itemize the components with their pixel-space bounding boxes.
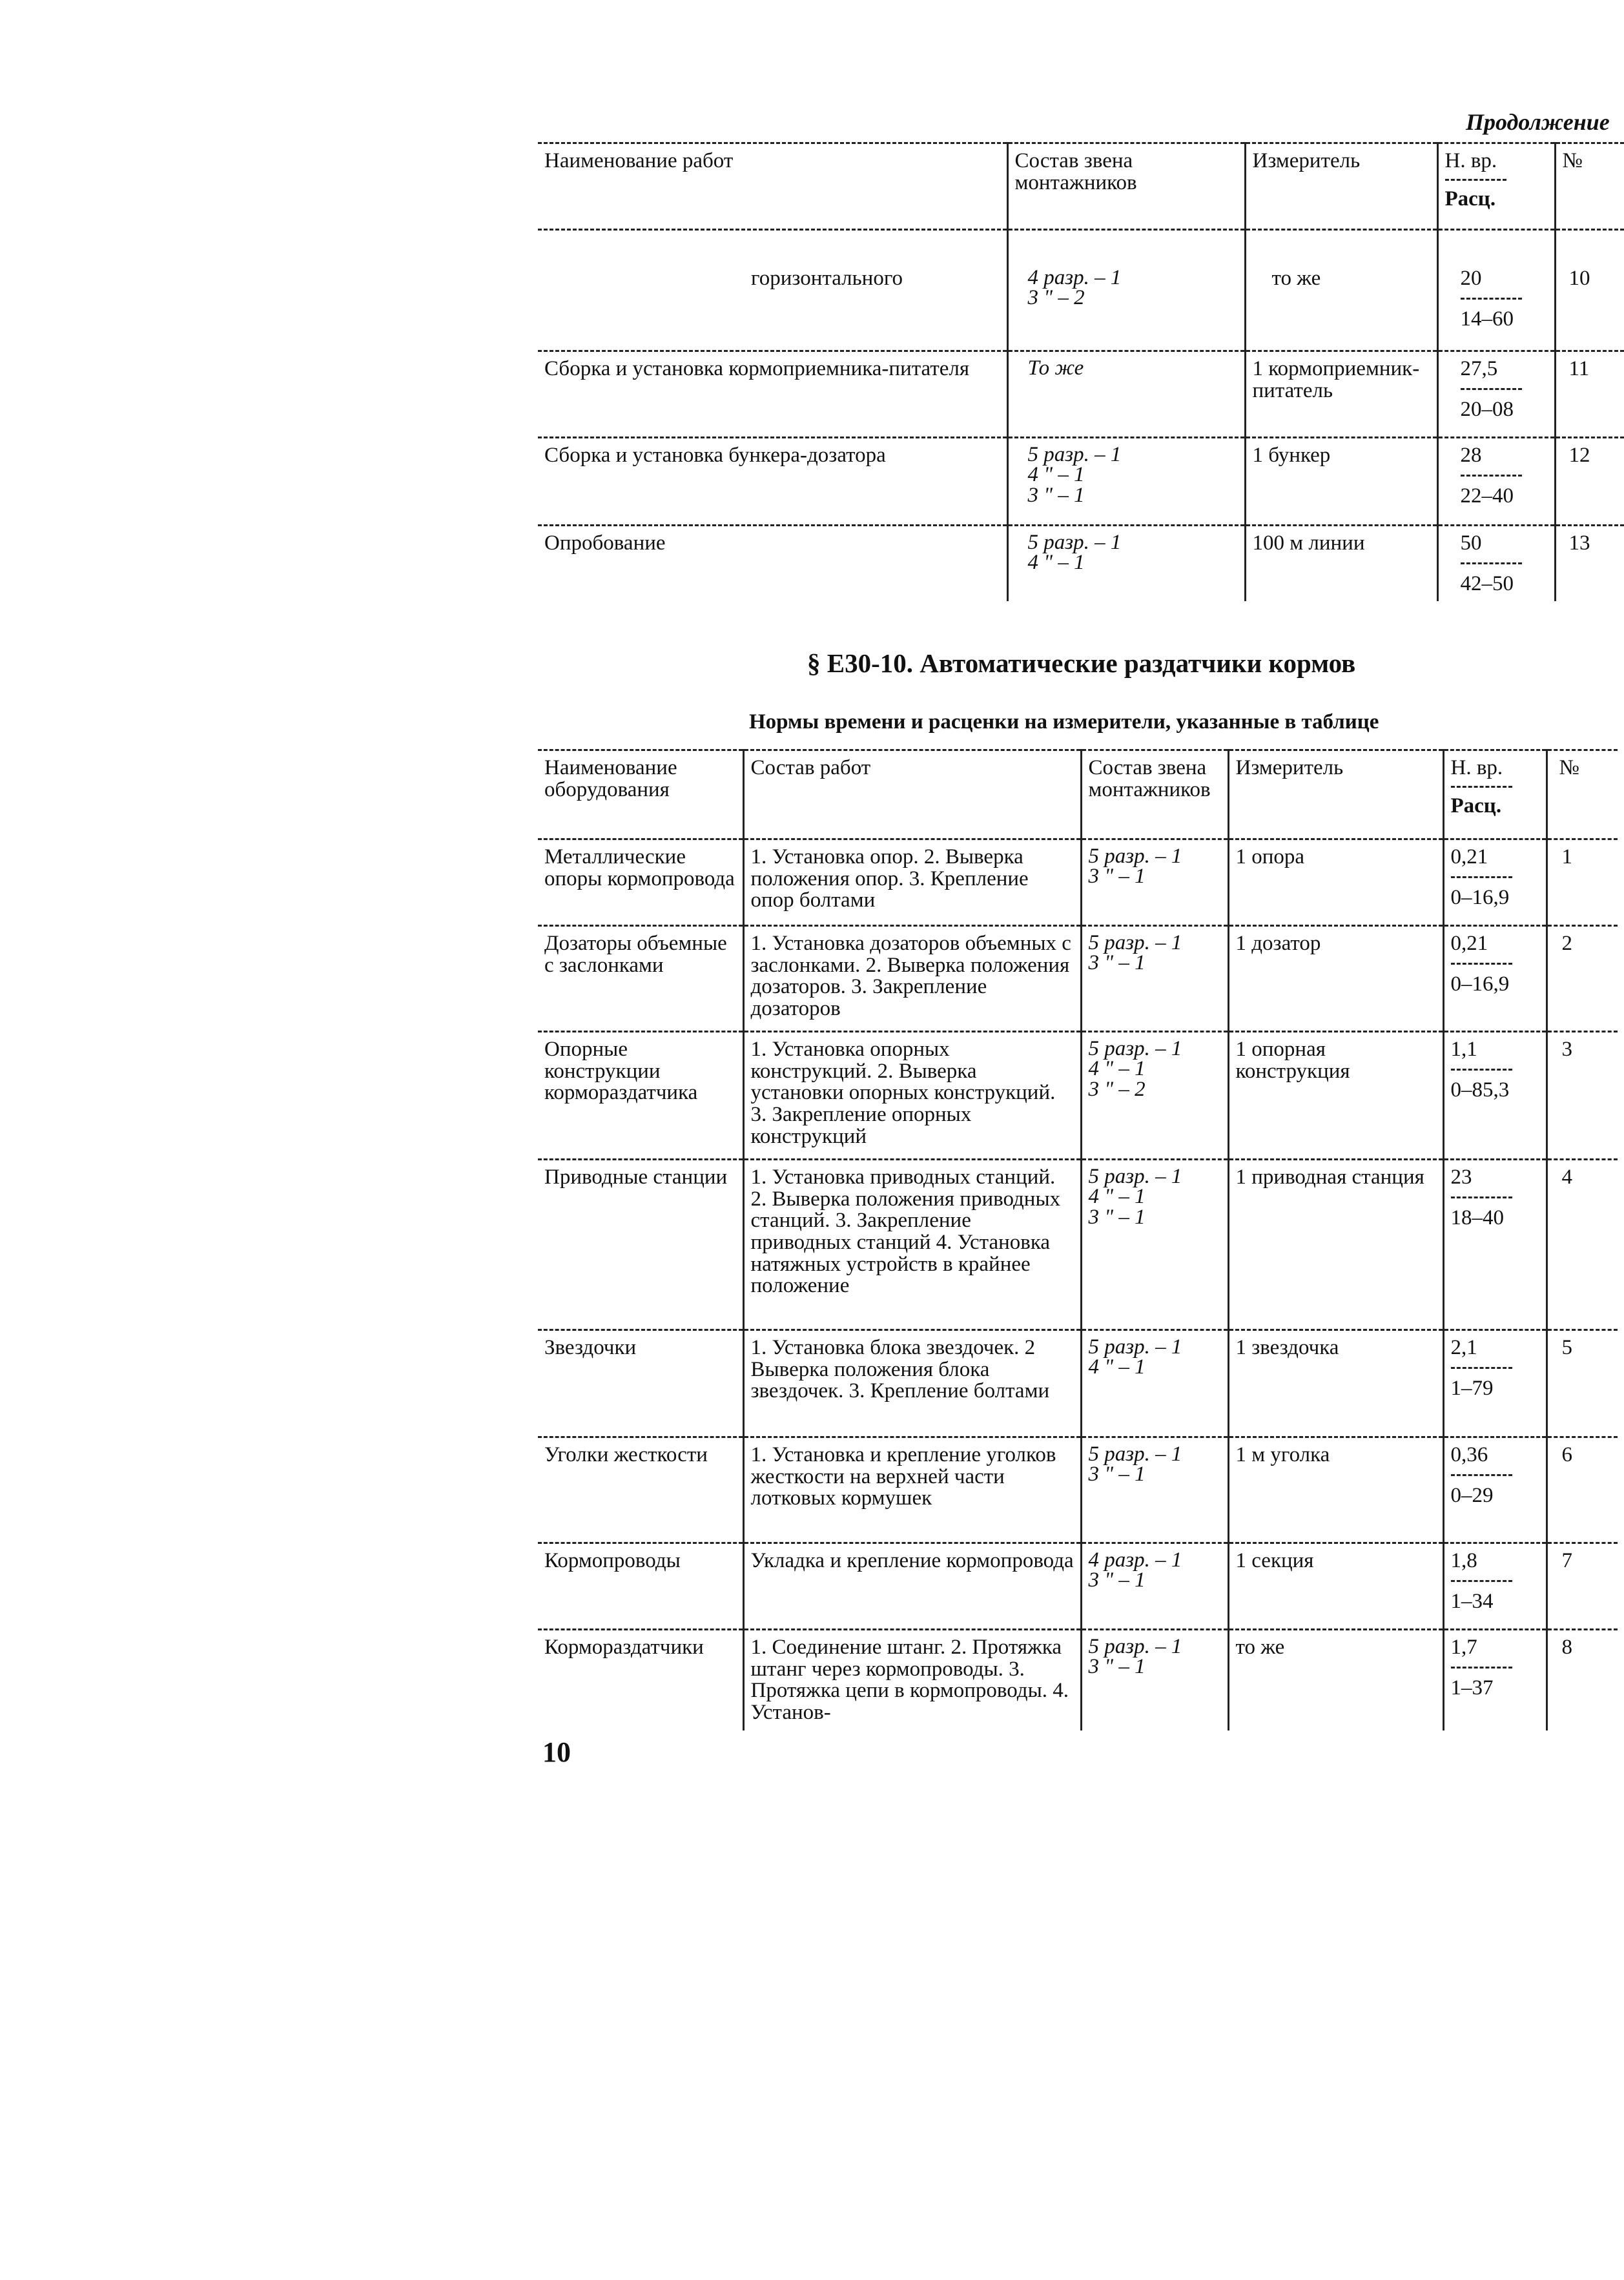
table-row <box>538 1032 1618 1160</box>
price-value: 18–40 <box>1450 1206 1504 1229</box>
table-row <box>538 1543 1618 1630</box>
row-num: 7 <box>1547 1543 1618 1630</box>
row-num: 13 <box>1555 526 1624 602</box>
crew-line: 4 разр. – 1 <box>1027 266 1122 289</box>
row-crew <box>1007 351 1245 438</box>
fraction-rule <box>1445 179 1506 181</box>
fraction-rule <box>1451 1196 1512 1198</box>
row-works: 1. Установка опорных конструкций. 2. Выверка установки опорных конструкций. 3. Закрепление опорных конструкций <box>743 1032 1081 1160</box>
table-subtitle: Нормы времени и расценки на измерители, указанные в таблице <box>749 710 1379 734</box>
norm-value: 1,7 <box>1450 1636 1477 1659</box>
row-norm <box>1437 230 1555 351</box>
norm-value: 20 <box>1460 267 1482 290</box>
row-unit: 1 звездочка <box>1228 1330 1443 1437</box>
crew-line: 3 " – 2 <box>1027 286 1085 310</box>
fraction-rule <box>1451 1069 1512 1071</box>
row-equipment: Кормораздатчики <box>544 1636 704 1659</box>
crew-line: 5 разр. – 1 <box>1088 1165 1182 1188</box>
main-table <box>538 749 1618 1731</box>
fraction-rule <box>1461 298 1522 300</box>
price-value: 1–37 <box>1450 1676 1494 1700</box>
crew-line: То же <box>1027 356 1084 380</box>
row-crew <box>1081 1543 1228 1630</box>
norm-value: 1,8 <box>1450 1549 1477 1572</box>
header-works: Состав работ <box>743 750 1081 839</box>
crew-line: 3 " – 1 <box>1088 1655 1146 1679</box>
header-num: № <box>1555 143 1624 230</box>
header-norm <box>1437 143 1555 230</box>
row-crew <box>1081 1032 1228 1160</box>
row-works: 1. Установка опор. 2. Выверка положения опор. 3. Крепление опор болтами <box>743 839 1081 926</box>
row-crew <box>1081 926 1228 1032</box>
row-works: 1. Установка и крепление уголков жесткости на верхней части лотковых кормушек <box>743 1437 1081 1543</box>
row-equipment: Уголки жесткости <box>538 1437 743 1543</box>
fraction-rule <box>1451 1667 1512 1669</box>
row-equipment: Кормопроводы <box>538 1543 743 1630</box>
crew-line: 3 " – 2 <box>1088 1077 1146 1101</box>
fraction-rule <box>1451 1580 1512 1582</box>
norm-value: 0,36 <box>1450 1443 1488 1466</box>
crew-line: 4 " – 1 <box>1088 1185 1146 1209</box>
header-norm-top: Н. вр. <box>1444 149 1497 172</box>
crew-line: 5 разр. – 1 <box>1027 531 1122 554</box>
row-crew <box>1081 1160 1228 1330</box>
fraction-rule <box>1451 786 1512 788</box>
header-norm-bottom: Расц. <box>1450 794 1502 817</box>
row-unit: 1 м уголка <box>1228 1437 1443 1543</box>
row-crew <box>1081 839 1228 926</box>
continuation-label: Продолжение <box>1466 109 1610 135</box>
norm-value: 2,1 <box>1450 1336 1477 1359</box>
row-num: 1 <box>1547 839 1618 926</box>
row-name: Сборка и установка бункера-дозатора <box>538 438 1007 526</box>
price-value: 0–16,9 <box>1450 972 1510 996</box>
row-equipment: Металлические опоры кормопровода <box>538 839 743 926</box>
row-unit: 1 секция <box>1228 1543 1443 1630</box>
row-num: 6 <box>1547 1437 1618 1543</box>
row-num: 8 <box>1547 1630 1618 1731</box>
fraction-rule <box>1461 475 1522 477</box>
crew-line: 4 " – 1 <box>1088 1057 1146 1081</box>
row-norm <box>1437 526 1555 602</box>
row-equipment: Опорные конструкции кормораздатчика <box>538 1032 743 1160</box>
row-norm <box>1443 1032 1547 1160</box>
norm-value: 28 <box>1460 444 1482 467</box>
fraction-rule <box>1451 1367 1512 1369</box>
table-row <box>538 1437 1618 1543</box>
row-name: Сборка и установка кормоприемника-питателя <box>538 351 1007 438</box>
row-unit: 1 опорная конструкция <box>1228 1032 1443 1160</box>
fraction-rule <box>1461 562 1522 564</box>
norm-value: 0,21 <box>1450 845 1488 868</box>
row-crew <box>1007 438 1245 526</box>
price-value: 0–16,9 <box>1450 885 1510 909</box>
row-unit: 1 бункер <box>1245 438 1437 526</box>
row-unit: то же <box>1245 230 1437 351</box>
row-num: 11 <box>1555 351 1624 438</box>
row-norm <box>1443 1543 1547 1630</box>
header-equipment: Наименование оборудования <box>538 750 743 839</box>
row-unit: 1 дозатор <box>1228 926 1443 1032</box>
fraction-rule <box>1451 1474 1512 1476</box>
table-row <box>538 351 1624 438</box>
row-works: 1. Соединение штанг. 2. Протяжка штанг через кормопроводы. 3. Протяжка цепи в кормопроводы. 4. Установ- <box>743 1630 1081 1731</box>
header-crew: Состав звена монтажников <box>1007 143 1245 230</box>
row-norm <box>1443 839 1547 926</box>
crew-line: 4 разр. – 1 <box>1088 1548 1182 1572</box>
row-unit: 100 м линии <box>1245 526 1437 602</box>
row-num: 4 <box>1547 1160 1618 1330</box>
row-norm <box>1443 1630 1547 1731</box>
row-unit: 1 опора <box>1228 839 1443 926</box>
crew-line: 5 разр. – 1 <box>1088 845 1182 868</box>
norm-value: 50 <box>1460 531 1482 555</box>
row-norm <box>1443 1437 1547 1543</box>
norm-value: 1,1 <box>1450 1038 1477 1061</box>
section-title: § Е30-10. Автоматические раздатчики кормов <box>807 648 1356 678</box>
row-equipment: Звездочки <box>538 1330 743 1437</box>
row-norm <box>1437 351 1555 438</box>
row-crew <box>1007 526 1245 602</box>
norm-value: 27,5 <box>1460 357 1498 380</box>
header-norm-top: Н. вр. <box>1450 756 1503 779</box>
price-value: 22–40 <box>1460 484 1514 508</box>
header-norm <box>1443 750 1547 839</box>
row-num: 10 <box>1555 230 1624 351</box>
row-name: горизонтального <box>538 230 1007 351</box>
crew-line: 5 разр. – 1 <box>1088 931 1182 954</box>
row-crew <box>1081 1437 1228 1543</box>
crew-line: 3 " – 1 <box>1027 483 1085 507</box>
page-number: 10 <box>542 1736 571 1768</box>
row-num: 12 <box>1555 438 1624 526</box>
row-norm <box>1437 438 1555 526</box>
price-value: 42–50 <box>1460 571 1514 595</box>
header-name: Наименование работ <box>538 143 1007 230</box>
table-row <box>538 438 1624 526</box>
table-row <box>538 1330 1618 1437</box>
header-norm-bottom: Расц. <box>1444 187 1496 211</box>
price-value: 0–85,3 <box>1450 1078 1510 1102</box>
fraction-rule <box>1451 963 1512 965</box>
price-value: 1–79 <box>1450 1376 1494 1400</box>
header-num: № <box>1547 750 1618 839</box>
crew-line: 5 разр. – 1 <box>1088 1635 1182 1658</box>
crew-line: 5 разр. – 1 <box>1088 1443 1182 1466</box>
row-unit: 1 приводная станция <box>1228 1160 1443 1330</box>
row-works: 1. Установка блока звездочек. 2 Выверка положения блока звездочек. 3. Крепление болтами <box>743 1330 1081 1437</box>
crew-line: 3 " – 1 <box>1088 865 1146 888</box>
row-works: Укладка и крепление кормопровода <box>743 1543 1081 1630</box>
row-unit: то же <box>1228 1630 1443 1731</box>
row-norm <box>1443 926 1547 1032</box>
table-row <box>538 839 1618 926</box>
price-value: 1–34 <box>1450 1589 1494 1613</box>
fraction-rule <box>1451 876 1512 878</box>
crew-line: 4 " – 1 <box>1027 463 1085 487</box>
row-equipment: Дозаторы объемные с заслонками <box>538 926 743 1032</box>
row-works: 1. Установка дозаторов объемных с заслонками. 2. Выверка положения дозаторов. 3. Закрепление дозаторов <box>743 926 1081 1032</box>
header-crew: Состав звена монтажников <box>1081 750 1228 839</box>
crew-line: 5 разр. – 1 <box>1088 1335 1182 1359</box>
row-crew <box>1007 230 1245 351</box>
row-num: 5 <box>1547 1330 1618 1437</box>
top-table <box>538 142 1624 601</box>
price-value: 20–08 <box>1460 397 1514 421</box>
norm-value: 23 <box>1450 1166 1472 1189</box>
fraction-rule <box>1461 388 1522 390</box>
crew-line: 4 " – 1 <box>1088 1355 1146 1379</box>
norm-value: 0,21 <box>1450 932 1488 955</box>
crew-line: 5 разр. – 1 <box>1088 1037 1182 1060</box>
price-value: 0–29 <box>1450 1483 1494 1507</box>
row-works: 1. Установка приводных станций. 2. Выверка положения приводных станций. 3. Закрепление приводных станций 4. Установка натяжных устройств в крайнее положение <box>743 1160 1081 1330</box>
table-row <box>538 1630 1618 1731</box>
crew-line: 3 " – 1 <box>1088 1568 1146 1592</box>
header-unit: Измеритель <box>1245 143 1437 230</box>
crew-line: 3 " – 1 <box>1088 951 1146 975</box>
row-norm <box>1443 1160 1547 1330</box>
header-unit: Измеритель <box>1228 750 1443 839</box>
row-name: Опробование <box>544 531 666 555</box>
price-value: 14–60 <box>1460 307 1514 331</box>
row-num: 3 <box>1547 1032 1618 1160</box>
row-norm <box>1443 1330 1547 1437</box>
row-crew <box>1081 1630 1228 1731</box>
row-unit: 1 кормоприемник-питатель <box>1245 351 1437 438</box>
row-equipment: Приводные станции <box>538 1160 743 1330</box>
table-row <box>538 926 1618 1032</box>
crew-line: 3 " – 1 <box>1088 1463 1146 1486</box>
table-row <box>538 1160 1618 1330</box>
table-row <box>538 230 1624 351</box>
crew-line: 3 " – 1 <box>1088 1205 1146 1229</box>
row-crew <box>1081 1330 1228 1437</box>
crew-line: 5 разр. – 1 <box>1027 443 1122 466</box>
crew-line: 4 " – 1 <box>1027 551 1085 575</box>
table-row <box>538 526 1624 602</box>
row-num: 2 <box>1547 926 1618 1032</box>
